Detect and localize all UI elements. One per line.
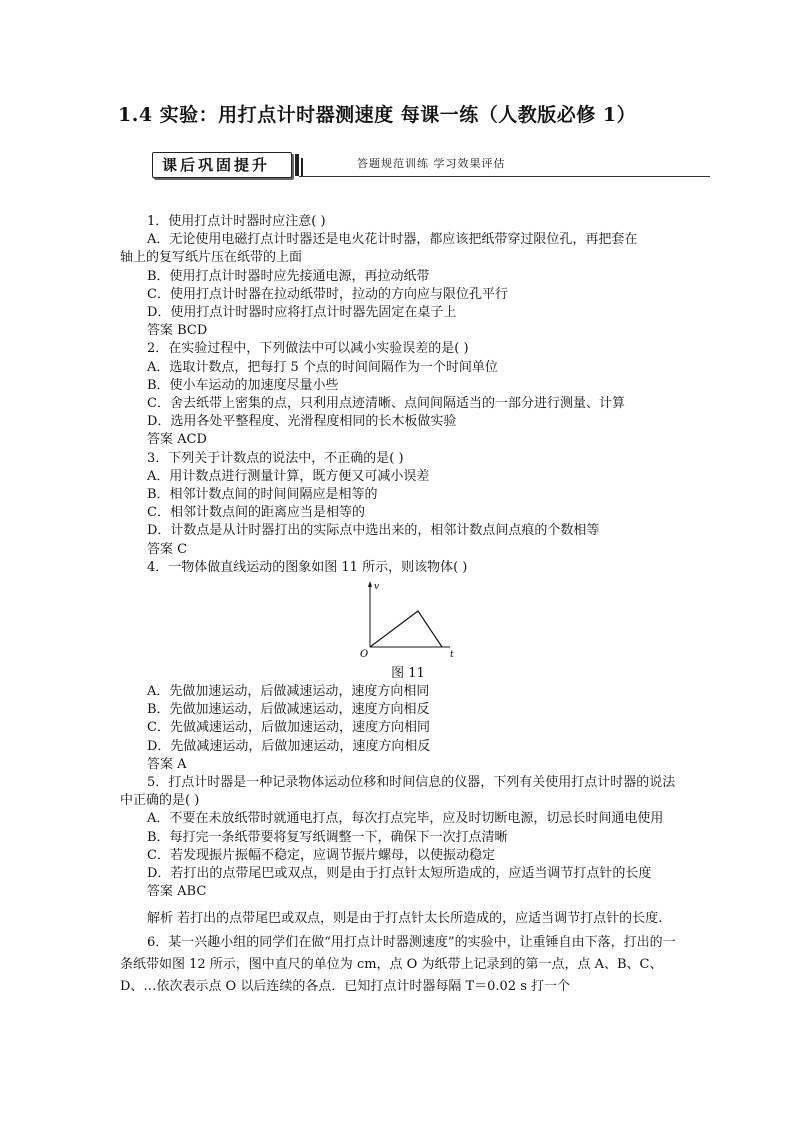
q2-option-d: D．选用各处平整程度、光滑程度相同的长木板做实验	[147, 414, 457, 430]
banner-label: 课后巩固提升	[152, 152, 292, 178]
q5-option-d: D．若打出的点带尾巴或双点，则是由于打点针太短所造成的，应适当调节打点针的长度	[147, 866, 652, 882]
q1-option-a-cont: 轴上的复写纸片压在纸带的上面	[120, 250, 303, 266]
q5-stem: 5．打点计时器是一种记录物体运动位移和时间信息的仪器，下列有关使用打点计时器的说法中正确的是( )	[120, 775, 676, 809]
q2-option-a: A．选取计数点，把每打 5 个点的时间间隔作为一个时间单位	[147, 359, 498, 375]
page-title: 1.4 实验：用打点计时器测速度 每课一练（人教版必修 1）	[118, 104, 637, 126]
section-banner	[152, 152, 710, 178]
q4-option-c: C．先做减速运动，后做加速运动，速度方向相同	[147, 720, 430, 736]
q4-answer: 答案 A	[147, 756, 187, 772]
q1-stem: 1．使用打点计时器时应注意( )	[147, 214, 326, 229]
q5-explanation: 解析 若打出的点带尾巴或双点，则是由于打点针太长所造成的，应适当调节打点针的长度.	[147, 910, 663, 926]
q3-option-d: D．计数点是从计时器打出的实际点中选出来的，相邻计数点间点痕的个数相等	[147, 523, 600, 539]
q5-option-c: C．若发现振片振幅不稳定，应调节振片螺母，以使振动稳定	[147, 847, 495, 863]
origin-label: O	[360, 649, 369, 661]
v-axis-arrow	[368, 581, 372, 587]
q5-answer: 答案 ABC	[147, 884, 207, 900]
banner-rule	[299, 176, 710, 177]
q4-option-d: D．先做减速运动，后做加速运动，速度方向相反	[147, 738, 431, 754]
banner-divider	[295, 154, 299, 176]
banner-subtitle: 答题规范训练 学习效果评估	[357, 157, 506, 170]
figure-caption: 图 11	[391, 666, 425, 682]
q4-option-b: B．先做加速运动，后做减速运动，速度方向相反	[147, 702, 430, 718]
q2-option-c: C．舍去纸带上密集的点，只利用点迹清晰、点间间隔适当的一部分进行测量、计算	[147, 396, 625, 412]
q1-answer: 答案 BCD	[147, 323, 208, 339]
q2-option-b: B．使小车运动的加速度尽量小些	[147, 377, 339, 393]
q3-answer: 答案 C	[147, 541, 188, 557]
q3-stem: 3．下列关于计数点的说法中，不正确的是( )	[147, 450, 404, 466]
q1-option-c: C．使用打点计时器在拉动纸带时，拉动的方向应与限位孔平行	[147, 286, 508, 302]
q2-stem: 2．在实验过程中，下列做法中可以减小实验误差的是( )	[147, 341, 469, 357]
vt-curve	[370, 611, 442, 647]
q2-answer: 答案 ACD	[147, 432, 207, 448]
q4-option-a: A．先做加速运动，后做减速运动，速度方向相同	[147, 684, 430, 700]
q3-option-b: B．相邻计数点间的时间间隔应是相等的	[147, 487, 378, 503]
q4-stem: 4．一物体做直线运动的图象如图 11 所示，则该物体( )	[147, 559, 468, 575]
q1-option-b: B．使用打点计时器时应先接通电源，再拉动纸带	[147, 268, 430, 284]
banner-divider-thin	[301, 158, 303, 176]
t-axis-label: t	[450, 650, 454, 661]
q3-option-c: C．相邻计数点间的距离应当是相等的	[147, 505, 365, 521]
figure-11	[120, 577, 680, 665]
q1-option-a: A．无论使用电磁打点计时器还是电火花计时器，都应该把纸带穿过限位孔，再把套在	[147, 232, 638, 248]
q5-option-b: B．每打完一条纸带要将复写纸调整一下，确保下一次打点清晰	[147, 829, 508, 845]
q3-option-a: A．用计数点进行测量计算，既方便又可减小误差	[147, 468, 430, 484]
exercise-content	[120, 213, 680, 998]
q1-option-d: D．使用打点计时器时应将打点计时器先固定在桌子上	[147, 305, 457, 321]
vt-graph	[360, 579, 460, 665]
v-axis-label: v	[374, 582, 380, 593]
q6-stem: 6．某一兴趣小组的同学们在做“用打点计时器测速度”的实验中，让重锤自由下落，打出的一条纸带如图 12 所示，图中直尺的单位为 cm，点 O 为纸带上记录到的第一点，点 A、B、C、D、…依次表示点 O 以后连续的各点．已知打点计时器每隔 T＝0.02 s 打一个	[120, 934, 676, 994]
q5-option-a: A．不要在未放纸带时就通电打点，每次打点完毕，应及时切断电源，切忌长时间通电使用	[147, 811, 664, 827]
